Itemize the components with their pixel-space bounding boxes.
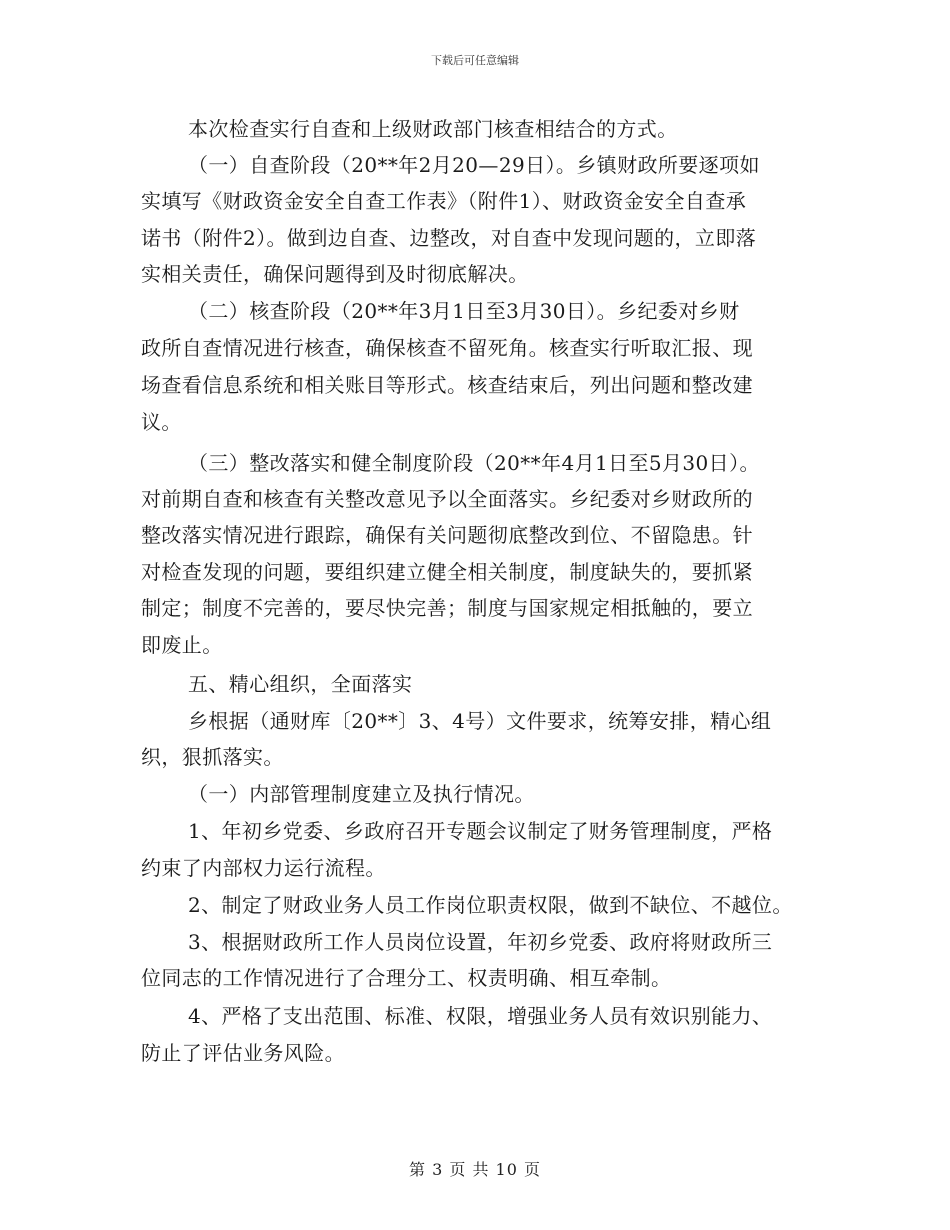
body-line: 政所自查情况进行核查，确保核查不留死角。核查实行听取汇报、现 — [141, 336, 753, 360]
body-line: 对检查发现的问题，要组织建立健全相关制度，制度缺失的，要抓紧 — [141, 560, 753, 584]
body-line: 实相关责任，确保问题得到及时彻底解决。 — [141, 262, 529, 286]
body-line: 本次检查实行自查和上级财政部门核查相结合的方式。 — [188, 117, 678, 141]
body-line: 议。 — [141, 410, 182, 434]
body-line: 防止了评估业务风险。 — [141, 1041, 345, 1065]
body-line: 制定；制度不完善的，要尽快完善；制度与国家规定相抵触的，要立 — [141, 596, 753, 620]
page-header: 下载后可任意编辑 — [431, 54, 519, 67]
sub-heading: （一）内部管理制度建立及执行情况。 — [188, 782, 535, 806]
body-line: 场查看信息系统和相关账目等形式。核查结束后，列出问题和整改建 — [141, 373, 753, 397]
body-line: 2、制定了财政业务人员工作岗位职责权限，做到不缺位、不越位。 — [188, 893, 793, 917]
body-line: （二）核查阶段（20**年3月1日至3月30日）。乡纪委对乡财 — [188, 299, 740, 323]
body-line: 对前期自查和核查有关整改意见予以全面落实。乡纪委对乡财政所的 — [141, 487, 753, 511]
body-line: 织，狠抓落实。 — [141, 745, 284, 769]
body-line: 3、根据财政所工作人员岗位设置，年初乡党委、政府将财政所三 — [188, 930, 773, 954]
body-line: 实填写《财政资金安全自查工作表》（附件1）、财政资金安全自查承 — [141, 189, 747, 213]
body-line: （三）整改落实和健全制度阶段（20**年4月1日至5月30日）。 — [188, 451, 760, 475]
body-line: 4、严格了支出范围、标准、权限，增强业务人员有效识别能力、 — [188, 1004, 773, 1028]
body-line: 即废止。 — [141, 633, 223, 657]
body-line: 诺书（附件2）。做到边自查、边整改，对自查中发现问题的，立即落 — [141, 226, 757, 250]
body-line: 位同志的工作情况进行了合理分工、权责明确、相互牵制。 — [141, 966, 672, 990]
section-heading: 五、精心组织，全面落实 — [188, 672, 413, 696]
body-line: 乡根据（通财库〔20**〕3、4号）文件要求，统筹安排，精心组 — [188, 709, 772, 733]
body-line: 约束了内部权力运行流程。 — [141, 856, 386, 880]
body-line: （一）自查阶段（20**年2月20—29日）。乡镇财政所要逐项如 — [188, 153, 760, 177]
page-number: 第 3 页 共 10 页 — [409, 1160, 541, 1179]
body-line: 整改落实情况进行跟踪，确保有关问题彻底整改到位、不留隐患。针 — [141, 523, 753, 547]
body-line: 1、年初乡党委、乡政府召开专题会议制定了财务管理制度，严格 — [188, 819, 773, 843]
